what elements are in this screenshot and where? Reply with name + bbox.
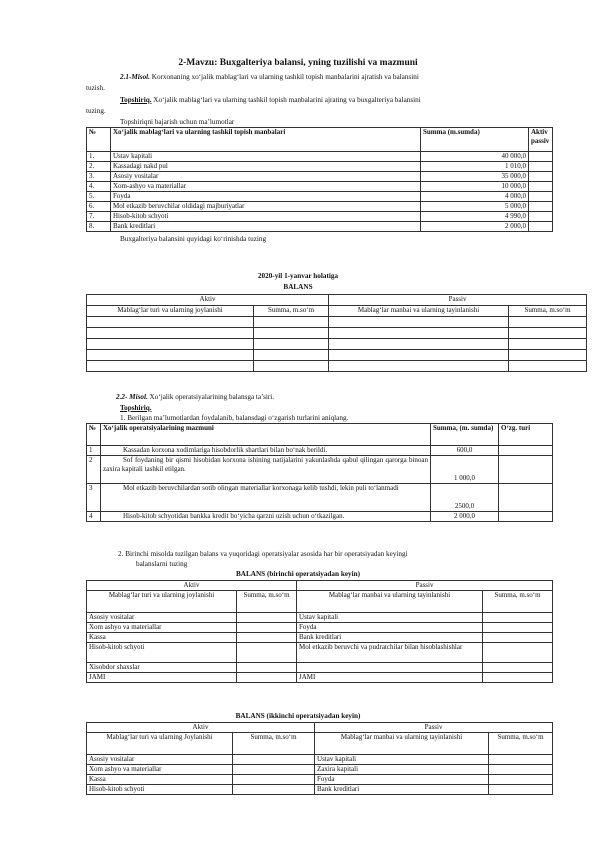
col-header: Summa, m.so‘m (483, 591, 553, 613)
row-sum: 2 000,0 (421, 222, 529, 232)
passiv-item: Ustav kapitali (297, 613, 483, 623)
aktiv-item: JAMI (87, 673, 237, 683)
table-row (87, 222, 553, 232)
col-header: Mablag‘lar turi va ularning joylanishi (87, 591, 237, 613)
table-row (87, 202, 553, 212)
page-title: 2-Mavzu: Buxgalteriya balansi, yning tuzilishi va mazmuni (178, 58, 418, 68)
table-operations (86, 423, 553, 522)
example1-text: Korxonaning xo‘jalik mablag‘lari va ularning tashkil topish manbalarini ajratish va balansini (149, 73, 419, 81)
row-number: 4. (87, 182, 111, 192)
col-header: Summa, m.so‘m (509, 306, 587, 317)
passiv-sum (483, 613, 553, 623)
row-sum: 35 000,0 (421, 172, 529, 182)
passiv-sum (489, 785, 553, 795)
table-row: 2 Sof foydaning bir qismi hisobidan korxona ishining natijalarini yakunlashda qabul qilingan qarorga binoan zaxira kapitali tashkil etilgan. 1 000,0 (87, 456, 553, 484)
row-number: 8. (87, 222, 111, 232)
passiv-item: JAMI (297, 673, 483, 683)
row-name: Asosiy vositalar (111, 172, 421, 182)
table-row (87, 339, 587, 350)
row-type (529, 162, 553, 172)
passiv-sum (483, 643, 553, 663)
passiv-header: Passiv (315, 723, 553, 733)
aktiv-sum (233, 755, 315, 765)
passiv-item: Ustav kapitali (315, 755, 489, 765)
data-intro: Topshiriqni bajarish uchun ma’lumotlar (120, 118, 235, 126)
example2-line (116, 393, 274, 402)
balance1-title: BALANS (283, 283, 313, 291)
col-header: Mablag‘lar turi va ularning joylanishi (87, 306, 254, 317)
example1-text-cont: tuzish. (86, 84, 105, 92)
col-header-num: № (87, 424, 101, 446)
table-balance-empty (86, 294, 587, 372)
col-header: Mablag‘lar turi va ularning Joylanishi (87, 733, 233, 755)
row-type (529, 222, 553, 232)
row-number: 7. (87, 212, 111, 222)
col-header-name: Xo‘jalik mablag‘lari va ularning tashkil topish manbalari (111, 128, 421, 152)
aktiv-item: Hisob-kitob schyoti (87, 643, 237, 663)
example1-label: 2.1-Misol. (120, 73, 150, 81)
example2-text: Xo‘jalik operatsiyalarining balansga ta’siri. (147, 393, 275, 401)
col-header: Mablag‘lar manbai va ularning tayinlanishi (315, 733, 489, 755)
aktiv-sum (237, 643, 297, 663)
balance1-date: 2020-yil 1-yanvar holatiga (257, 272, 339, 280)
col-header: Summa, m.so‘m (254, 306, 329, 317)
row-sum: 4 990,0 (421, 212, 529, 222)
col-header-content: Xo‘jalik operatsiyalarining mazmuni (101, 424, 431, 446)
table-row (87, 663, 553, 673)
row-name: Foyda (111, 192, 421, 202)
task2-item2: 2. Birinchi misolda tuzilgan balans va yuqoridagi operatsiyalar asosida har bir operatsiyadan keyingi (118, 550, 408, 558)
table-balance-after-op2 (86, 722, 553, 795)
passiv-sum (483, 673, 553, 683)
passiv-sum (483, 633, 553, 643)
passiv-sum (489, 765, 553, 775)
col-header: Mablag‘lar manbai va ularning tayinlanishi (297, 591, 483, 613)
row-name: Bank kreditlari (111, 222, 421, 232)
aktiv-header: Aktiv (87, 723, 315, 733)
table-row (87, 350, 587, 361)
task2-item2-cont: balanslarni tuzing (136, 560, 188, 568)
row-sum: 40 000,0 (421, 152, 529, 162)
aktiv-sum (237, 613, 297, 623)
passiv-item: Foyda (315, 775, 489, 785)
aktiv-item: Asosiy vositalar (87, 613, 237, 623)
row-name: Xom-ashyo va materiallar (111, 182, 421, 192)
passiv-header: Passiv (329, 295, 587, 306)
passiv-item (297, 663, 483, 673)
row-number: 5. (87, 192, 111, 202)
aktiv-item: Asosiy vositalar (87, 755, 233, 765)
table-header-row (87, 128, 553, 152)
table-row (87, 152, 553, 162)
table-row (87, 212, 553, 222)
passiv-item: Foyda (297, 623, 483, 633)
col-header-sum: Summa, (m. sumda) (431, 424, 499, 446)
passiv-sum (483, 663, 553, 673)
row-type (529, 172, 553, 182)
aktiv-sum (237, 673, 297, 683)
passiv-sum (483, 623, 553, 633)
table-row (87, 192, 553, 202)
col-header: Summa, m.so‘m (233, 733, 315, 755)
aktiv-item: Hisob-kitob schyoti (87, 785, 233, 795)
table-row (87, 613, 553, 623)
table-row (87, 623, 553, 633)
balance2-title: BALANS (birinchi operatsiyadan keyin) (235, 570, 360, 578)
aktiv-item: Xom ashyo va materiallar (87, 623, 237, 633)
task2-label: Topshiriq. (120, 404, 152, 412)
col-header-change: O‘zg. turi (499, 424, 553, 446)
passiv-item: Bank kreditlari (297, 633, 483, 643)
table-row (87, 755, 553, 765)
table-row (87, 673, 553, 683)
task1-text: Xo‘jalik mablag‘lari va ularning tashkil topish manbalarini ajrating va buxgalteriya balansini (151, 96, 421, 104)
table-row: 3 Mol etkazib beruvchilardan sotib olingan materiallar korxonaga kelib tushdi, lekin puli to‘lanmadi 2500,0 (87, 484, 553, 512)
passiv-sum (489, 775, 553, 785)
col-header: Summa, m.so‘m (237, 591, 297, 613)
table-row (87, 317, 587, 328)
task2-item1: 1. Berilgan ma’lumotlardan foydalanib, balansdagi o‘zgarish turlarini aniqlang. (120, 414, 349, 422)
balance-instruction: Buxgalteriya balansini quyidagi ko‘rinishda tuzing (120, 235, 267, 243)
aktiv-sum (237, 663, 297, 673)
example2-label: 2.2- Misol. (116, 393, 148, 401)
col-header: Summa, m.so‘m (489, 733, 553, 755)
row-sum: 10 000,0 (421, 182, 529, 192)
row-type (529, 202, 553, 212)
row-type (529, 152, 553, 162)
row-type (529, 212, 553, 222)
row-name: Ustav kapitali (111, 152, 421, 162)
aktiv-sum (233, 785, 315, 795)
table-balance-after-op1 (86, 580, 553, 683)
table-row (87, 765, 553, 775)
aktiv-sum (237, 623, 297, 633)
example1-line1 (120, 73, 560, 82)
aktiv-item: Kassa (87, 775, 233, 785)
col-header-num: № (87, 128, 111, 152)
table-row: 4 Hisob-kitob schyotidan bankka kredit bo‘yicha qarzni uzish uchun o‘tkazilgan. 2 000,0 (87, 512, 553, 522)
passiv-item: Zaxira kapitali (315, 765, 489, 775)
table-row (87, 775, 553, 785)
row-number: 2. (87, 162, 111, 172)
row-type (529, 182, 553, 192)
table-row (87, 162, 553, 172)
row-name: Hisob-kitob schyoti (111, 212, 421, 222)
aktiv-sum (233, 765, 315, 775)
table-row (87, 328, 587, 339)
aktiv-header: Aktiv (87, 581, 297, 591)
col-header-type: Aktiv passiv (529, 128, 553, 152)
passiv-item: Bank kreditlari (315, 785, 489, 795)
task1-label: Topshiriq. (120, 96, 152, 104)
aktiv-item: Xisobdor shaxslar (87, 663, 237, 673)
table-row: 1 Kassadan korxona xodimlariga hisobdorlik shartlari bilan bo‘nak berildi. 600,0 (87, 446, 553, 456)
task1-text-cont: tuzing. (86, 107, 106, 115)
row-number: 1. (87, 152, 111, 162)
passiv-sum (489, 755, 553, 765)
table-row (87, 182, 553, 192)
aktiv-item: Xom ashyo va materiallar (87, 765, 233, 775)
row-name: Kassadagi nakd pul (111, 162, 421, 172)
row-type (529, 192, 553, 202)
row-sum: 1 010,0 (421, 162, 529, 172)
table-row (87, 361, 587, 372)
aktiv-item: Kassa (87, 633, 237, 643)
row-sum: 4 000,0 (421, 192, 529, 202)
col-header: Mablag‘lar manbai va ularning tayinlanishi (329, 306, 509, 317)
aktiv-header: Aktiv (87, 295, 329, 306)
table-row (87, 633, 553, 643)
row-name: Mol etkazib beruvchilar oldidagi majburiyatlar (111, 202, 421, 212)
row-number: 6. (87, 202, 111, 212)
table-row (87, 172, 553, 182)
col-header-sum: Summa (m.sumda) (421, 128, 529, 152)
table-accounts (86, 127, 553, 232)
aktiv-sum (237, 633, 297, 643)
passiv-header: Passiv (297, 581, 553, 591)
table-row (87, 785, 553, 795)
row-number: 3. (87, 172, 111, 182)
aktiv-sum (233, 775, 315, 785)
row-sum: 5 000,0 (421, 202, 529, 212)
passiv-item: Mol etkazib beruvchi va pudratchilar bilan hisoblashishlar (297, 643, 483, 663)
task1-line (120, 96, 560, 105)
balance3-title: BALANS (ikkinchi operatsiyadan keyin) (235, 712, 361, 720)
table-row (87, 643, 553, 663)
